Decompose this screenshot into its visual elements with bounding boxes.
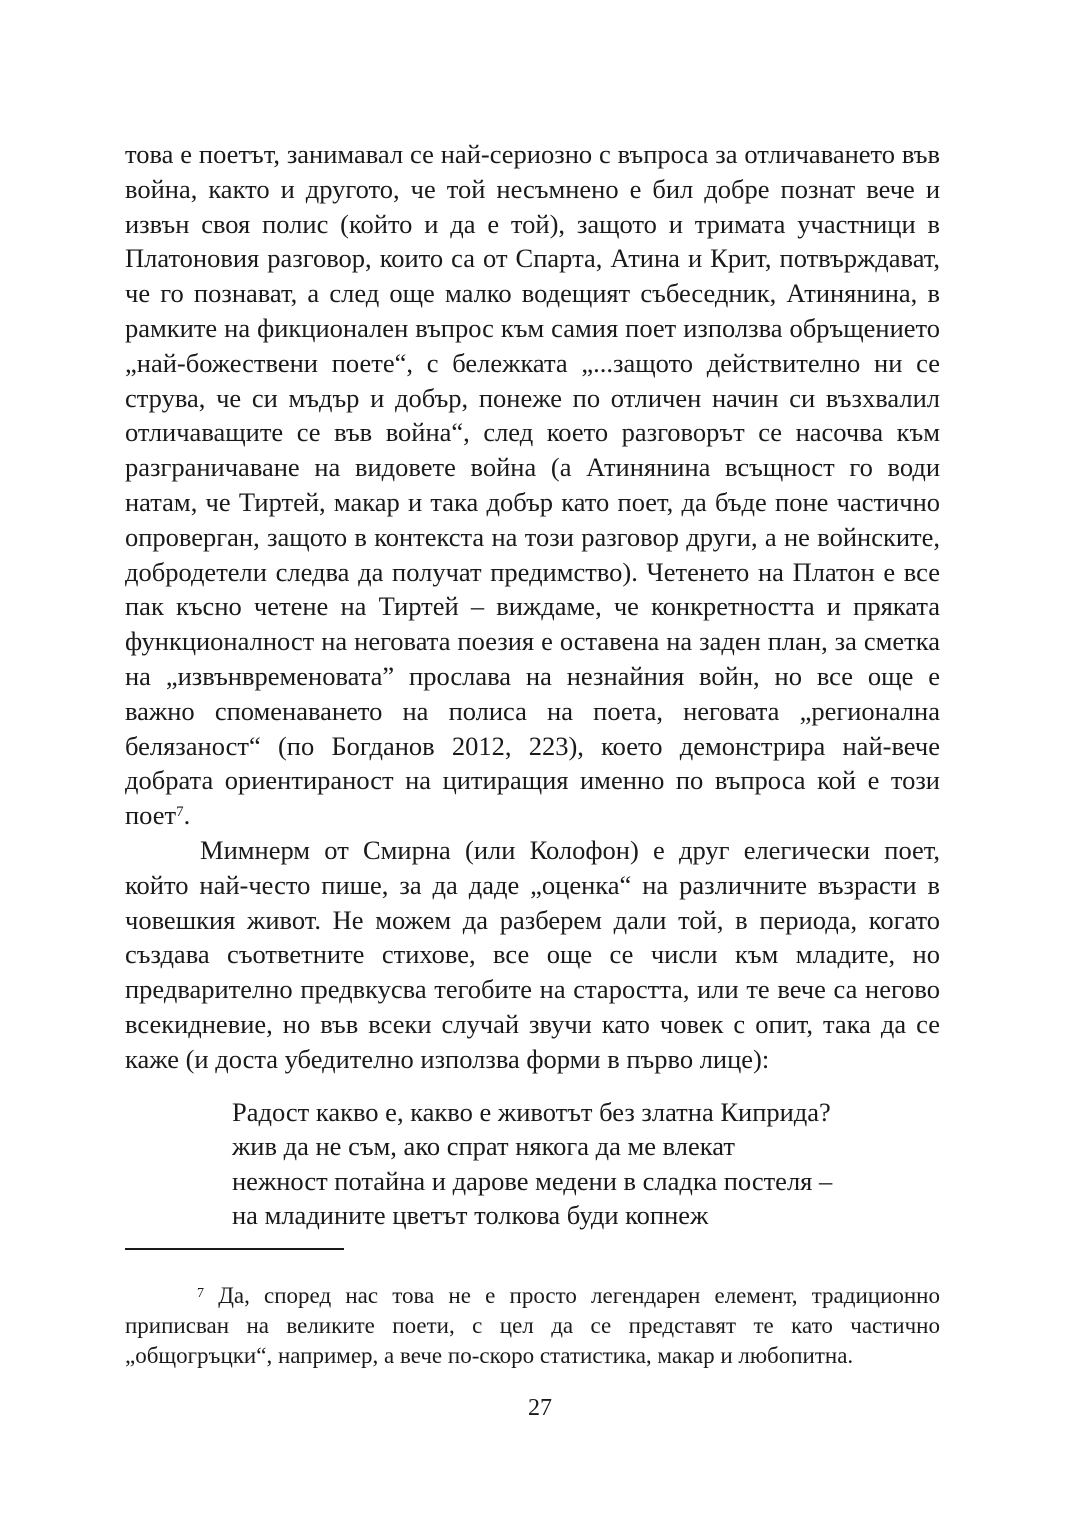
paragraph-1 xyxy=(125,137,940,833)
poem-quote xyxy=(232,1095,940,1233)
paragraph-2 xyxy=(125,833,940,1077)
poem-line: жив да не съм, ако спрат някога да ме влекат xyxy=(232,1131,735,1162)
footnote xyxy=(125,1281,940,1371)
poem-line: на младините цветът толкова буди копнеж xyxy=(232,1200,709,1231)
footnote-separator xyxy=(125,1248,344,1250)
page-number: 27 xyxy=(528,1395,552,1421)
paragraph-1-text: това е поетът, занимавал се най-сериозно с въпроса за отличаването във война, както и другото, че той несъмнено е бил добре познат вече и извън своя полис (който и да е той), защото и тримата участници в Платоновия разговор, които са от Спарта, Атина и Крит, потвърждават, че го познават, а след още малко водещият събеседник, Атинянина, в рамките на фикционален въпрос към самия поет използва обръщението „най-божествени поете“, с бележката „...защото действително ни се струва, че си мъдър и добър, понеже по отличен начин си възхвалил отличаващите се във война“, след което разговорът се насочва към разграничаване на видовете война (а Атинянина всъщност го води натам, че Тиртей, макар и така добър като поет, да бъде поне частично опроверган, защото в контекста на този разговор други, а не войнските, добродетели следва да получат предимство). Четенето на Платон е все пак късно четене на Тиртей – виждаме, че конкретността и пряката функционалност на неговата поезия е оставена на заден план, за сметка на „извънвременовата” прослава на незнайния войн, но все още е важно споменаването на полиса на поета, неговата „регионална белязаност“ (по Богданов 2012, 223), което демонстрира най-вече добрата ориентираност на цитиращия именно по въпроса кой е този поет xyxy=(125,139,940,831)
footnote-number: 7 xyxy=(197,1286,204,1301)
footnote-reference[interactable]: 7 xyxy=(176,804,184,821)
paragraph-1-tail: . xyxy=(183,800,191,831)
footnote-text: Да, според нас това не е просто легендарен елемент, традиционно приписван на великите поети, с цел да се представят те като частично „общогръцки“, например, а вече по-скоро статистика, макар и любопитна. xyxy=(125,1283,940,1368)
poem-line: Радост какво е, какво е животът без златна Киприда? xyxy=(232,1096,831,1127)
paragraph-2-text: Мимнерм от Смирна (или Колофон) е друг елегически поет, който най-често пише, за да даде „оценка“ на различните възрасти в човешкия живот. Не можем да разберем дали той, в периода, когато създава съответните стихове, все още се числи към младите, но предварително предвкусва тегобите на старостта, или те вече са негово всекидневие, но във всеки случай звучи като човек с опит, така да се каже (и доста убедително използва форми в първо лице): xyxy=(125,834,940,1074)
poem-line: нежност потайна и дарове медени в сладка постеля – xyxy=(232,1165,833,1196)
page-body xyxy=(125,137,940,1233)
